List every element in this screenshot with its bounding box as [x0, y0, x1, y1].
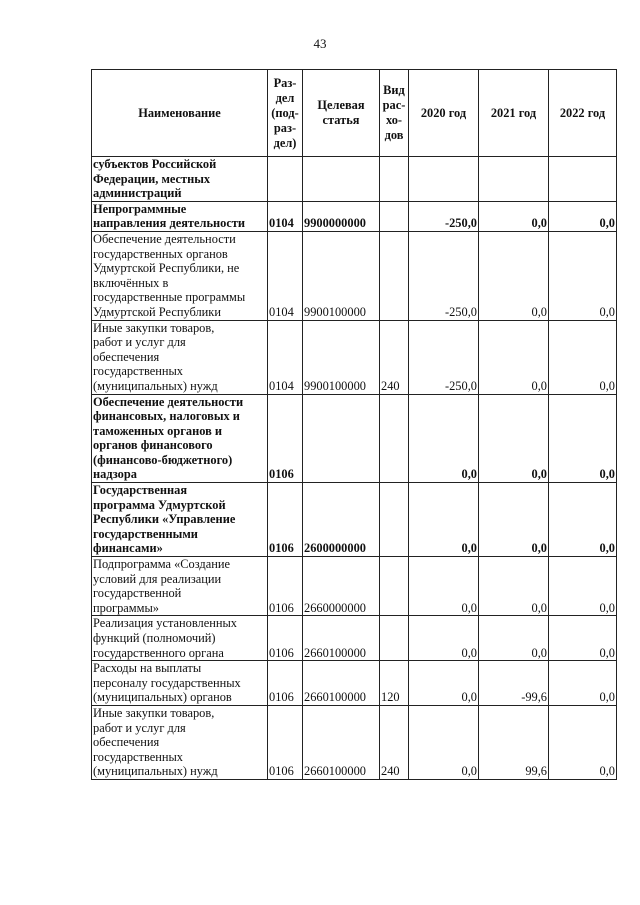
row-value-2021: 0,0	[479, 483, 549, 557]
table-row	[92, 661, 617, 706]
row-razdel: 0106	[268, 394, 303, 483]
row-value-2021: 0,0	[479, 557, 549, 616]
row-razdel: 0106	[268, 557, 303, 616]
row-value-2020: -250,0	[409, 231, 479, 320]
row-value-2020	[409, 157, 479, 202]
row-name: Иные закупки товаров, работ и услуг для обеспечения государственных (муниципальных) нужд	[92, 320, 268, 394]
row-target-article: 2660100000	[303, 661, 380, 706]
row-value-2021: -99,6	[479, 661, 549, 706]
row-razdel: 0104	[268, 231, 303, 320]
row-value-2022: 0,0	[549, 557, 617, 616]
header-expense-type: Вид рас- хо- дов	[380, 70, 409, 157]
header-razdel: Раз- дел (под- раз- дел)	[268, 70, 303, 157]
row-name: субъектов Российской Федерации, местных администраций	[92, 157, 268, 202]
row-value-2020: 0,0	[409, 616, 479, 661]
row-target-article: 9900100000	[303, 320, 380, 394]
table-row	[92, 320, 617, 394]
row-value-2022: 0,0	[549, 616, 617, 661]
row-expense-type	[380, 201, 409, 231]
row-target-article: 2600000000	[303, 483, 380, 557]
row-value-2022: 0,0	[549, 483, 617, 557]
header-year-2020: 2020 год	[409, 70, 479, 157]
table-row	[92, 231, 617, 320]
row-expense-type	[380, 157, 409, 202]
row-value-2022: 0,0	[549, 705, 617, 779]
row-value-2021	[479, 157, 549, 202]
row-value-2021: 99,6	[479, 705, 549, 779]
row-value-2020: -250,0	[409, 201, 479, 231]
table-row	[92, 557, 617, 616]
row-target-article	[303, 394, 380, 483]
row-name: Обеспечение деятельности финансовых, налоговых и таможенных органов и органов финансового (финансово-бюджетного) надзора	[92, 394, 268, 483]
row-target-article: 2660100000	[303, 616, 380, 661]
row-value-2020: -250,0	[409, 320, 479, 394]
row-name: Иные закупки товаров, работ и услуг для обеспечения государственных (муниципальных) нужд	[92, 705, 268, 779]
row-target-article: 2660100000	[303, 705, 380, 779]
row-value-2020: 0,0	[409, 394, 479, 483]
budget-table	[91, 69, 617, 780]
page-number: 43	[313, 36, 327, 51]
row-target-article: 2660000000	[303, 557, 380, 616]
row-value-2022: 0,0	[549, 231, 617, 320]
header-name: Наименование	[92, 70, 268, 157]
row-value-2020: 0,0	[409, 557, 479, 616]
row-razdel: 0106	[268, 705, 303, 779]
row-value-2021: 0,0	[479, 394, 549, 483]
row-expense-type	[380, 231, 409, 320]
row-razdel	[268, 157, 303, 202]
row-name: Обеспечение деятельности государственных органов Удмуртской Республики, не включённых в государственные программы Удмуртской Республики	[92, 231, 268, 320]
row-razdel: 0104	[268, 320, 303, 394]
header-year-2021: 2021 год	[479, 70, 549, 157]
row-expense-type	[380, 483, 409, 557]
row-expense-type: 240	[380, 320, 409, 394]
row-value-2022: 0,0	[549, 661, 617, 706]
table-row	[92, 616, 617, 661]
row-razdel: 0106	[268, 616, 303, 661]
row-name: Подпрограмма «Создание условий для реализации государственной программы»	[92, 557, 268, 616]
table-row	[92, 157, 617, 202]
row-name: Расходы на выплаты персоналу государственных (муниципальных) органов	[92, 661, 268, 706]
row-value-2021: 0,0	[479, 616, 549, 661]
row-value-2021: 0,0	[479, 201, 549, 231]
row-expense-type	[380, 394, 409, 483]
row-value-2022: 0,0	[549, 320, 617, 394]
table-row	[92, 394, 617, 483]
header-target-article: Целевая статья	[303, 70, 380, 157]
table-header-row	[92, 70, 617, 157]
row-value-2021: 0,0	[479, 320, 549, 394]
row-expense-type: 240	[380, 705, 409, 779]
table-row	[92, 705, 617, 779]
row-target-article	[303, 157, 380, 202]
row-expense-type: 120	[380, 661, 409, 706]
row-name: Государственная программа Удмуртской Республики «Управление государственными финансами»	[92, 483, 268, 557]
row-value-2020: 0,0	[409, 483, 479, 557]
header-year-2022: 2022 год	[549, 70, 617, 157]
row-value-2021: 0,0	[479, 231, 549, 320]
table-row	[92, 201, 617, 231]
row-value-2022	[549, 157, 617, 202]
table-row	[92, 483, 617, 557]
row-name: Непрограммные направления деятельности	[92, 201, 268, 231]
row-razdel: 0104	[268, 201, 303, 231]
row-target-article: 9900000000	[303, 201, 380, 231]
row-expense-type	[380, 616, 409, 661]
row-target-article: 9900100000	[303, 231, 380, 320]
row-value-2020: 0,0	[409, 705, 479, 779]
row-razdel: 0106	[268, 661, 303, 706]
row-name: Реализация установленных функций (полномочий) государственного органа	[92, 616, 268, 661]
row-value-2022: 0,0	[549, 201, 617, 231]
row-expense-type	[380, 557, 409, 616]
row-razdel: 0106	[268, 483, 303, 557]
row-value-2022: 0,0	[549, 394, 617, 483]
row-value-2020: 0,0	[409, 661, 479, 706]
